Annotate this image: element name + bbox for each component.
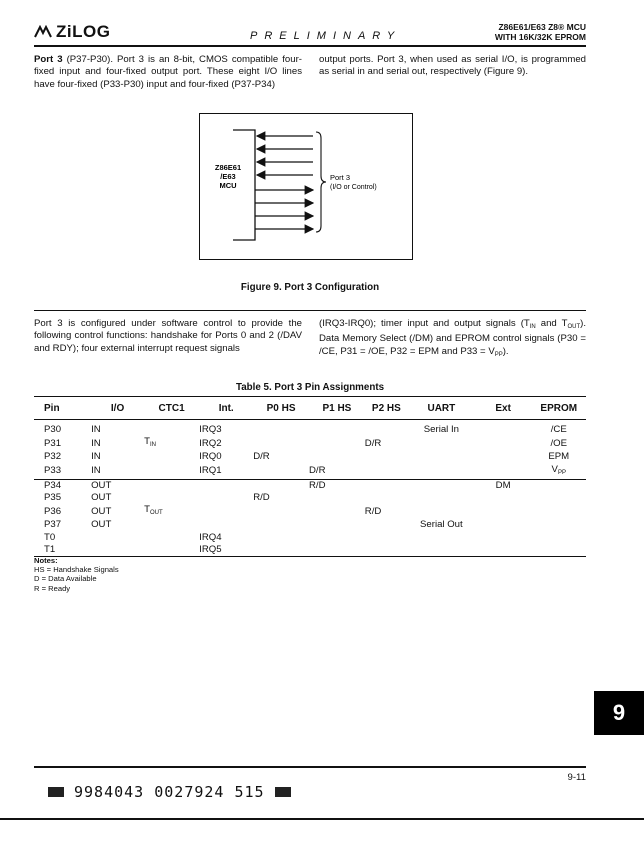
cell-uart: Serial Out xyxy=(420,519,463,531)
logo-text: ZiLOG xyxy=(56,22,111,41)
cell-p1hs: D/R xyxy=(309,465,326,477)
intro-col1 xyxy=(34,54,302,91)
col-header-ctc1: CTC1 xyxy=(144,397,199,420)
cell-io xyxy=(91,532,144,544)
cell-uart xyxy=(408,504,475,519)
cell-ext xyxy=(475,424,532,436)
cell-io: IN xyxy=(91,465,101,477)
cell-ctc1 xyxy=(144,464,199,480)
table-row xyxy=(34,479,586,492)
cell-ext xyxy=(475,436,532,451)
table-row xyxy=(34,544,586,557)
cell-eprom xyxy=(532,492,587,504)
cell-p2hs xyxy=(365,492,408,504)
table-row xyxy=(34,532,586,544)
port-label-2: (I/O or Control) xyxy=(330,184,377,191)
t-in-sub: IN xyxy=(149,442,156,449)
cell-ext xyxy=(475,464,532,480)
col-header-ext: Ext xyxy=(475,397,532,420)
cell-p1hs: R/D xyxy=(309,479,365,492)
intro-col1-text: (P37-P30). Port 3 is an 8-bit, CMOS compatible four-fixed input and four-fixed output port. These eight I/O lines have four-fixed (P33-P30) input and four-fixed (P37-P34) xyxy=(34,54,302,90)
zilog-mark-icon xyxy=(34,25,52,39)
cell-p0hs: R/D xyxy=(253,492,270,504)
mcu-label-1: Z86E61 xyxy=(214,163,242,172)
cell-int: IRQ4 xyxy=(199,531,222,543)
notes-title: Notes: xyxy=(34,556,58,565)
intro-col2: output ports. Port 3, when used as serial I/O, is programmed as serial in and serial out, respectively (Figure 9). xyxy=(319,54,586,78)
cell-uart xyxy=(408,479,475,492)
barcode-block-icon xyxy=(275,787,291,797)
cell-eprom xyxy=(532,464,587,480)
table-notes xyxy=(34,556,119,593)
footer-code xyxy=(48,783,291,801)
cell-io: OUT xyxy=(91,519,112,531)
table-row xyxy=(34,464,586,480)
col-header-pin: Pin xyxy=(34,397,91,420)
table-row xyxy=(34,519,586,531)
figure-caption: Figure 9. Port 3 Configuration xyxy=(240,282,380,293)
cell-pin: P30 xyxy=(44,424,62,435)
cell-ctc1 xyxy=(144,519,199,531)
note-line: D = Data Available xyxy=(34,574,97,584)
intro-lead: Port 3 xyxy=(34,54,63,65)
v-pp-main: V xyxy=(551,463,558,475)
footer-code-text: 9984043 0027924 515 xyxy=(74,783,265,801)
t-out-sub: OUT xyxy=(149,510,163,517)
header-product-line2: WITH 16K/32K EPROM xyxy=(494,32,586,42)
zilog-logo xyxy=(34,22,110,42)
cell-ctc1 xyxy=(144,492,199,504)
cell-int: IRQ2 xyxy=(199,437,222,449)
cell-io: IN xyxy=(91,424,101,435)
cell-uart xyxy=(408,436,475,451)
footer-rule xyxy=(34,766,586,768)
t-out-main: T xyxy=(144,504,150,516)
section-tab: 9 xyxy=(594,691,644,735)
cell-pin: P31 xyxy=(44,437,62,449)
cell-int: IRQ5 xyxy=(199,544,253,557)
cell-ctc1 xyxy=(144,436,199,451)
cell-uart xyxy=(408,451,475,463)
cell-io: OUT xyxy=(91,505,112,517)
body2-col2 xyxy=(319,318,586,361)
cell-eprom: /CE xyxy=(550,424,567,435)
cell-ext xyxy=(475,544,532,557)
cell-pin: P32 xyxy=(44,451,62,463)
col-header-p1hs: P1 HS xyxy=(309,397,365,420)
body2-text-b: and T xyxy=(535,318,568,329)
cell-ext xyxy=(475,532,532,544)
cell-p1hs xyxy=(309,519,365,531)
v-pp-sub: PP xyxy=(557,469,566,476)
cell-eprom: EPM xyxy=(548,451,570,463)
body2-sub-in: IN xyxy=(529,324,536,330)
cell-int: IRQ1 xyxy=(199,465,222,477)
body2-text-a: (IRQ3-IRQ0); timer input and output signals (T xyxy=(319,318,530,329)
cell-p0hs xyxy=(253,436,309,451)
cell-p0hs xyxy=(253,504,309,519)
cell-p1hs xyxy=(309,532,365,544)
cell-uart xyxy=(408,464,475,480)
header-product xyxy=(495,22,586,42)
section-rule xyxy=(34,310,586,311)
cell-io: IN xyxy=(91,437,101,449)
cell-uart xyxy=(408,492,475,504)
table-caption: Table 5. Port 3 Pin Assignments xyxy=(235,382,385,393)
cell-p1hs xyxy=(309,492,365,504)
t-in-main: T xyxy=(144,436,150,448)
cell-p2hs xyxy=(365,532,408,544)
cell-io: IN xyxy=(91,451,101,463)
port3-pin-table xyxy=(34,396,586,557)
cell-p1hs xyxy=(309,424,365,436)
header-rule xyxy=(34,45,586,47)
cell-eprom xyxy=(532,532,587,544)
table-row xyxy=(34,451,586,463)
cell-ctc1 xyxy=(144,451,199,463)
body2-text-d: ). xyxy=(502,345,509,357)
cell-pin: P37 xyxy=(44,519,62,531)
cell-eprom xyxy=(532,504,587,519)
col-header-p0hs: P0 HS xyxy=(253,397,309,420)
cell-int xyxy=(199,519,253,531)
col-header-p2hs: P2 HS xyxy=(365,397,408,420)
cell-p1hs xyxy=(309,504,365,519)
cell-int xyxy=(199,479,253,492)
cell-p2hs xyxy=(365,451,408,463)
col-header-io: I/O xyxy=(91,397,144,420)
cell-uart: Serial In xyxy=(423,424,459,435)
cell-pin: P35 xyxy=(44,492,62,504)
cell-io: OUT xyxy=(91,479,144,492)
cell-io xyxy=(91,544,144,557)
body2-sub-out: OUT xyxy=(567,324,581,330)
cell-p2hs xyxy=(365,424,408,436)
body2-col1: Port 3 is configured under software control to provide the following control functions: handshake for Ports 0 and 2 (/DAV and RDY); four external interrupt request signals xyxy=(34,318,302,354)
cell-uart xyxy=(408,532,475,544)
cell-int: IRQ3 xyxy=(199,424,222,435)
cell-eprom: /OE xyxy=(550,437,568,449)
cell-ext xyxy=(475,504,532,519)
cell-ctc1 xyxy=(144,479,199,492)
cell-pin: P34 xyxy=(34,479,91,492)
scan-edge-rule xyxy=(0,818,644,820)
mcu-label-2: /E63 xyxy=(220,172,236,181)
cell-int xyxy=(199,492,253,504)
cell-pin: T1 xyxy=(34,544,91,557)
cell-int: IRQ0 xyxy=(199,451,222,463)
col-header-uart: UART xyxy=(408,397,475,420)
cell-p0hs xyxy=(253,519,309,531)
cell-ctc1 xyxy=(144,532,199,544)
cell-p2hs: R/D xyxy=(364,505,382,517)
cell-ext: DM xyxy=(475,479,532,492)
cell-p2hs xyxy=(365,519,408,531)
cell-ext xyxy=(475,519,532,531)
cell-p2hs xyxy=(365,464,408,480)
cell-p0hs xyxy=(253,544,309,557)
note-line: HS = Handshake Signals xyxy=(34,565,119,575)
cell-p1hs xyxy=(309,436,365,451)
port-label-1: Port 3 xyxy=(330,173,351,182)
header-product-line1: Z86E61/E63 Z8® MCU xyxy=(498,22,586,32)
cell-ctc1 xyxy=(144,504,199,519)
cell-eprom xyxy=(532,544,587,557)
col-header-eprom: EPROM xyxy=(532,397,587,420)
cell-eprom xyxy=(532,479,587,492)
cell-pin: P36 xyxy=(44,505,62,517)
figure-box xyxy=(199,113,413,260)
cell-p1hs xyxy=(309,544,365,557)
cell-ext xyxy=(475,451,532,463)
cell-pin: P33 xyxy=(44,465,62,477)
table-row xyxy=(34,492,586,504)
cell-p1hs xyxy=(309,451,365,463)
table-row xyxy=(34,424,586,436)
mcu-label-3: MCU xyxy=(219,181,237,190)
table-header-row xyxy=(34,397,586,420)
preliminary-label: PRELIMINARY xyxy=(250,30,402,42)
cell-int xyxy=(199,504,253,519)
port3-diagram xyxy=(200,114,412,259)
cell-pin: T0 xyxy=(44,531,56,543)
cell-p2hs: D/R xyxy=(364,437,382,449)
cell-ext xyxy=(475,492,532,504)
cell-uart xyxy=(408,544,475,557)
cell-p2hs xyxy=(365,544,408,557)
body2-text-c: ). Data Memory Select (/DM) and EPROM control signals (P30 = /CE, P31 = /OE, P32 = EPM and P33 = V xyxy=(319,318,587,357)
barcode-block-icon xyxy=(48,787,64,797)
cell-p2hs xyxy=(365,479,408,492)
cell-p0hs xyxy=(253,424,309,436)
note-line: R = Ready xyxy=(34,583,71,593)
cell-ctc1 xyxy=(144,544,199,557)
col-header-int: Int. xyxy=(199,397,253,420)
body2-sub-pp: PP xyxy=(494,351,503,358)
cell-p0hs xyxy=(253,464,309,480)
cell-p0hs: D/R xyxy=(253,451,270,463)
cell-p0hs xyxy=(253,479,309,492)
page-number: 9-11 xyxy=(567,772,586,783)
table-row xyxy=(34,504,586,519)
cell-ctc1 xyxy=(144,424,199,436)
cell-p0hs xyxy=(253,532,309,544)
cell-io: OUT xyxy=(91,492,112,504)
cell-eprom xyxy=(532,519,587,531)
table-row xyxy=(34,436,586,451)
